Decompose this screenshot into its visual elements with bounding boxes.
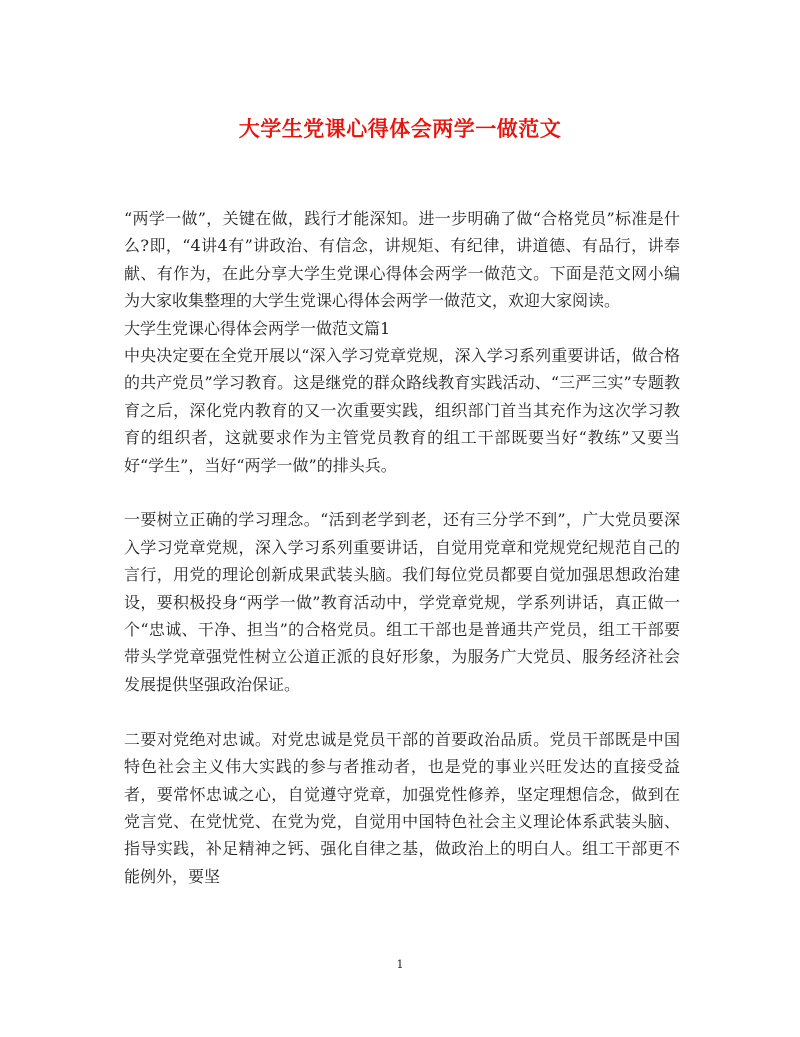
body-paragraph: 中央决定要在全党开展以“深入学习党章党规，深入学习系列重要讲话，做合格的共产党员”学习教育。这是继党的群众路线教育实践活动、“三严三实”专题教育之后，深化党内教育的又一次重要实践，组织部门首当其充作为这次学习教育的组织者，这就要求作为主管党员教育的组工干部既要当好“教练”又要当好“学生”，当好“两学一做”的排头兵。 [124,346,680,475]
page-number: 1 [396,958,404,971]
intro-paragraph: “两学一做”，关键在做，践行才能深知。进一步明确了做“合格党员”标准是什么?即，“4讲4有”讲政治、有信念，讲规矩、有纪律，讲道德、有品行，讲奉献、有作为，在此分享大学生党课心得体会两学一做范文。下面是范文网小编为大家收集整理的大学生党课心得体会两学一做范文，欢迎大家阅读。 [124,209,680,311]
paragraph-gap [124,479,680,506]
paragraph-gap [124,698,680,725]
body-paragraph: 一要树立正确的学习理念。“活到老学到老，还有三分学不到”，广大党员要深入学习党章党规，深入学习系列重要讲话，自觉用党章和党规党纪规范自己的言行，用党的理论创新成果武装头脑。我们每位党员都要自觉加强思想政治建设，要积极投身“两学一做”教育活动中，学党章党规，学系列讲话，真正做一个“忠诚、干净、担当”的合格党员。组工干部也是普通共产党员，组工干部要带头学党章强党性树立公道正派的良好形象，为服务广大党员、服务经济社会发展提供坚强政治保证。 [124,510,680,694]
document-title: 大学生党课心得体会两学一做范文 [238,116,562,141]
body-paragraph: 二要对党绝对忠诚。对党忠诚是党员干部的首要政治品质。党员干部既是中国特色社会主义伟大实践的参与者推动者，也是党的事业兴旺发达的直接受益者，要常怀忠诚之心，自觉遵守党章，加强党性修养，坚定理想信念，做到在党言党、在党忧党、在党为党，自觉用中国特色社会主义理论体系武装头脑、指导实践，补足精神之钙、强化自律之基，做政治上的明白人。组工干部更不能例外，要坚 [124,729,680,886]
section-heading: 大学生党课心得体会两学一做范文篇1 [124,318,391,338]
document-body [124,205,680,890]
